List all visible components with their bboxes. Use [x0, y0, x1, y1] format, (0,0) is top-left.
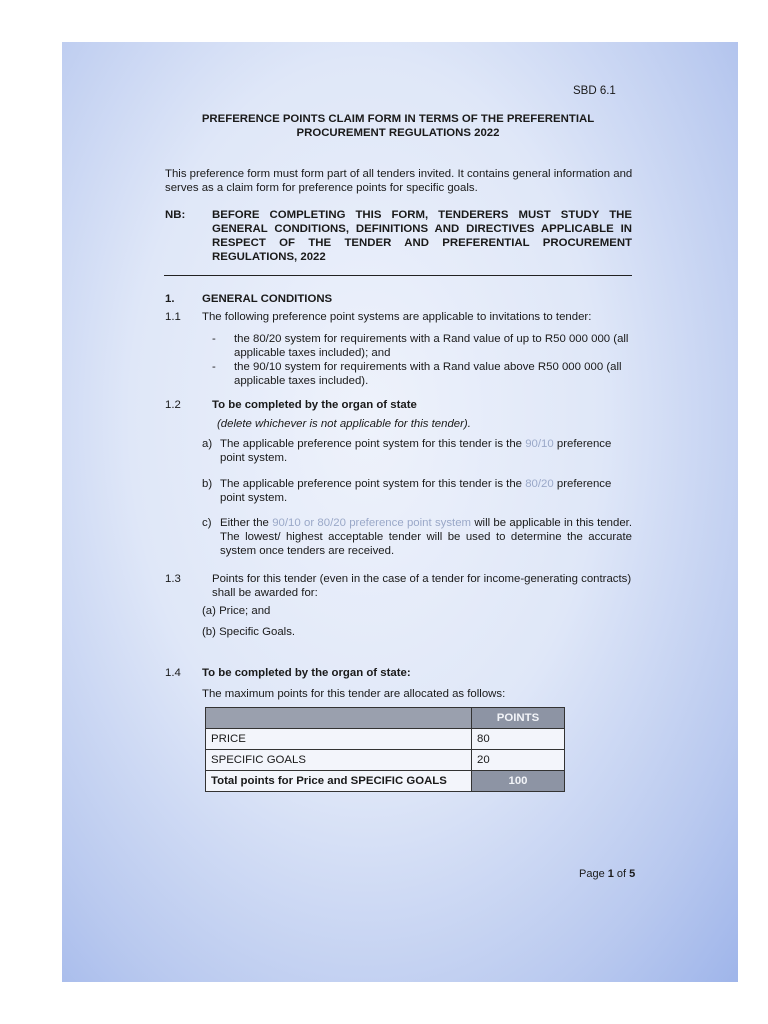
clause-1-4-number: 1.4: [165, 667, 181, 679]
clause-1-4-text: The maximum points for this tender are allocated as follows:: [202, 688, 506, 700]
award-item-specific-goals: (b) Specific Goals.: [202, 626, 296, 638]
table-row: [206, 729, 565, 750]
option-a-pre: The applicable preference point system for this tender is the: [220, 438, 526, 450]
table-header-points: POINTS: [472, 708, 565, 729]
option-b-label: b): [202, 478, 213, 490]
option-b-post: preference point system.: [220, 478, 612, 504]
clause-1-1-text: The following preference point systems are applicable to invitations to tender:: [202, 311, 592, 323]
section-1-heading: GENERAL CONDITIONS: [202, 293, 333, 305]
table-total-row: [206, 771, 565, 792]
bullet-dash: -: [212, 361, 216, 373]
clause-1-3-text: Points for this tender (even in the case of a tender for income-generating contracts) shall be awarded for:: [212, 573, 632, 599]
page-current: 1: [607, 868, 614, 880]
table-header-row: [206, 708, 565, 729]
table-total-points: 100: [472, 771, 565, 792]
table-cell-points: 80: [472, 729, 565, 750]
bullet-80-20: the 80/20 system for requirements with a Rand value of up to R50 000 000 (all applicable taxes included); and: [234, 333, 629, 359]
table-header-blank: [206, 708, 472, 729]
clause-1-1-number: 1.1: [165, 311, 181, 323]
page-of: of: [613, 868, 630, 880]
table-cell-points: 20: [472, 750, 565, 771]
page-prefix: Page: [579, 868, 608, 880]
table-cell-label: PRICE: [206, 729, 472, 750]
option-b-system: 80/20: [525, 478, 554, 490]
option-c-pre: Either the: [220, 517, 273, 529]
nb-label: NB:: [165, 209, 186, 221]
section-1-number: 1.: [165, 293, 175, 305]
bullet-90-10: the 90/10 system for requirements with a Rand value above R50 000 000 (all applicable taxes included).: [234, 361, 622, 387]
table-total-label: Total points for Price and SPECIFIC GOALS: [206, 771, 472, 792]
option-b-pre: The applicable preference point system for this tender is the: [220, 478, 526, 490]
option-c-post: will be applicable in this tender. The lowest/ highest acceptable tender will be used to determine the accurate system once tenders are received.: [220, 517, 632, 557]
option-b-text: [220, 477, 632, 505]
form-title-line1: PREFERENCE POINTS CLAIM FORM IN TERMS OF THE PREFERENTIAL: [201, 113, 595, 125]
option-a-post: preference point system.: [220, 438, 612, 464]
option-c-system: 90/10 or 80/20 preference point system: [272, 517, 472, 529]
option-a-label: a): [202, 438, 213, 450]
form-title-line2: PROCUREMENT REGULATIONS 2022: [296, 127, 500, 139]
table-cell-label: SPECIFIC GOALS: [206, 750, 472, 771]
clause-1-2-note: (delete whichever is not applicable for this tender).: [217, 418, 471, 430]
form-reference: SBD 6.1: [573, 85, 616, 97]
intro-paragraph: This preference form must form part of all tenders invited. It contains general information and serves as a claim form for preference points for specific goals.: [165, 168, 633, 194]
page-number: [579, 868, 635, 880]
clause-1-2-number: 1.2: [165, 399, 181, 411]
option-c-text: [220, 516, 632, 558]
option-a-text: [220, 437, 632, 465]
bullet-dash: -: [212, 333, 216, 345]
table-row: [206, 750, 565, 771]
clause-1-3-number: 1.3: [165, 573, 181, 585]
form-title: [182, 112, 614, 140]
points-allocation-table: [205, 707, 565, 792]
option-c-label: c): [202, 517, 212, 529]
nb-text: BEFORE COMPLETING THIS FORM, TENDERERS MUST STUDY THE GENERAL CONDITIONS, DEFINITIONS AND DIRECTIVES APPLICABLE IN RESPECT OF THE TENDER AND PREFERENTIAL PROCUREMENT REGULATIONS, 2022: [212, 209, 632, 263]
clause-1-4-heading: To be completed by the organ of state:: [202, 667, 411, 679]
clause-1-2-heading: To be completed by the organ of state: [212, 399, 417, 411]
option-a-system: 90/10: [525, 438, 554, 450]
award-item-price: (a) Price; and: [202, 605, 271, 617]
page-total: 5: [629, 868, 636, 880]
section-divider: [164, 275, 632, 276]
document-page: [62, 42, 738, 982]
